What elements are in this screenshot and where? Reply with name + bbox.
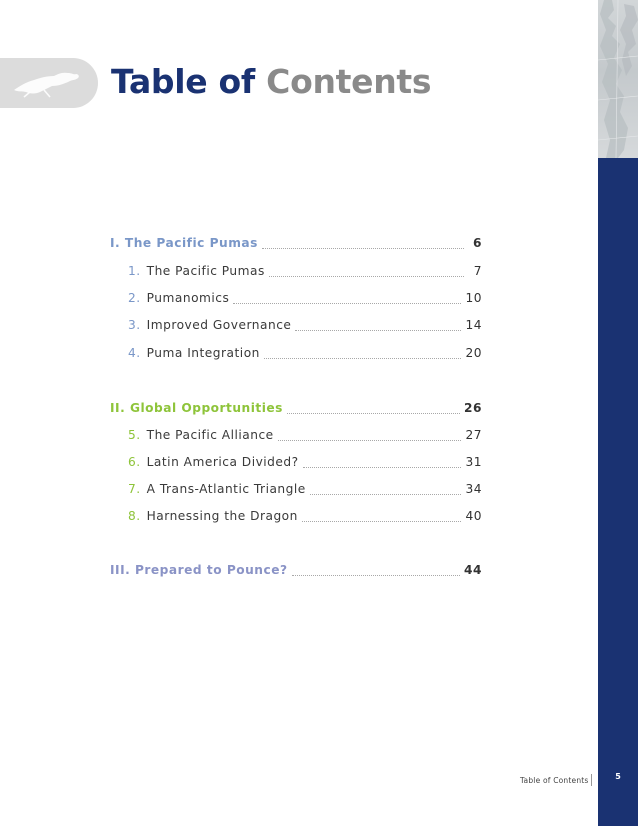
toc-item-label: Latin America Divided? xyxy=(146,455,299,469)
toc-page-number: 27 xyxy=(465,428,482,442)
map-icon xyxy=(598,0,638,158)
dot-leader xyxy=(295,330,461,331)
footer-divider xyxy=(591,774,592,786)
dot-leader xyxy=(303,467,462,468)
toc-item-label: Pumanomics xyxy=(146,291,230,305)
dot-leader xyxy=(264,358,462,359)
toc-item-7[interactable] xyxy=(128,482,482,500)
dot-leader xyxy=(292,575,460,576)
toc-item-number: 2. xyxy=(128,291,141,305)
side-color-band xyxy=(598,158,638,826)
toc-page-number: 40 xyxy=(465,509,482,523)
title-part-1: Table of xyxy=(111,62,255,101)
toc-section-2[interactable] xyxy=(110,401,482,419)
toc-item-5[interactable] xyxy=(128,428,482,446)
dot-leader xyxy=(278,440,462,441)
toc-item-2[interactable] xyxy=(128,291,482,309)
toc-page-number: 14 xyxy=(465,318,482,332)
toc-item-number: 1. xyxy=(128,264,141,278)
dot-leader xyxy=(269,276,464,277)
toc-page-number: 10 xyxy=(465,291,482,305)
toc-item-6[interactable] xyxy=(128,455,482,473)
footer-page-number: 5 xyxy=(615,772,621,781)
toc-section-label: II. Global Opportunities xyxy=(110,401,283,415)
toc-section-label: III. Prepared to Pounce? xyxy=(110,563,288,577)
toc-page-number: 7 xyxy=(473,264,482,278)
toc-item-4[interactable] xyxy=(128,346,482,364)
toc-page-number: 34 xyxy=(465,482,482,496)
toc-item-number: 4. xyxy=(128,346,141,360)
dot-leader xyxy=(310,494,462,495)
toc-item-3[interactable] xyxy=(128,318,482,336)
toc-item-label: A Trans-Atlantic Triangle xyxy=(146,482,306,496)
puma-icon xyxy=(10,68,84,98)
toc-item-label: Puma Integration xyxy=(146,346,260,360)
toc-item-number: 6. xyxy=(128,455,141,469)
toc-page-number: 26 xyxy=(464,401,482,415)
toc-item-number: 7. xyxy=(128,482,141,496)
toc-item-number: 3. xyxy=(128,318,141,332)
toc-section-3[interactable] xyxy=(110,563,482,581)
dot-leader xyxy=(262,248,464,249)
toc-item-label: The Pacific Pumas xyxy=(146,264,265,278)
toc-item-label: Improved Governance xyxy=(146,318,292,332)
toc-item-number: 5. xyxy=(128,428,141,442)
toc-page-number: 20 xyxy=(465,346,482,360)
toc-page-number: 6 xyxy=(473,236,482,250)
toc-section-1[interactable] xyxy=(110,236,482,254)
dot-leader xyxy=(287,413,460,414)
toc-item-number: 8. xyxy=(128,509,141,523)
footer-label: Table of Contents xyxy=(520,776,589,785)
toc-page-number: 31 xyxy=(465,455,482,469)
header-tab xyxy=(0,58,98,108)
page-title xyxy=(111,62,431,101)
dot-leader xyxy=(233,303,461,304)
world-map-strip xyxy=(598,0,638,158)
toc-section-label: I. The Pacific Pumas xyxy=(110,236,258,250)
title-part-2: Contents xyxy=(266,62,432,101)
toc-item-1[interactable] xyxy=(128,264,482,282)
toc-page-number: 44 xyxy=(464,563,482,577)
toc-item-label: Harnessing the Dragon xyxy=(146,509,298,523)
dot-leader xyxy=(302,521,462,522)
toc-item-label: The Pacific Alliance xyxy=(146,428,274,442)
toc-item-8[interactable] xyxy=(128,509,482,527)
